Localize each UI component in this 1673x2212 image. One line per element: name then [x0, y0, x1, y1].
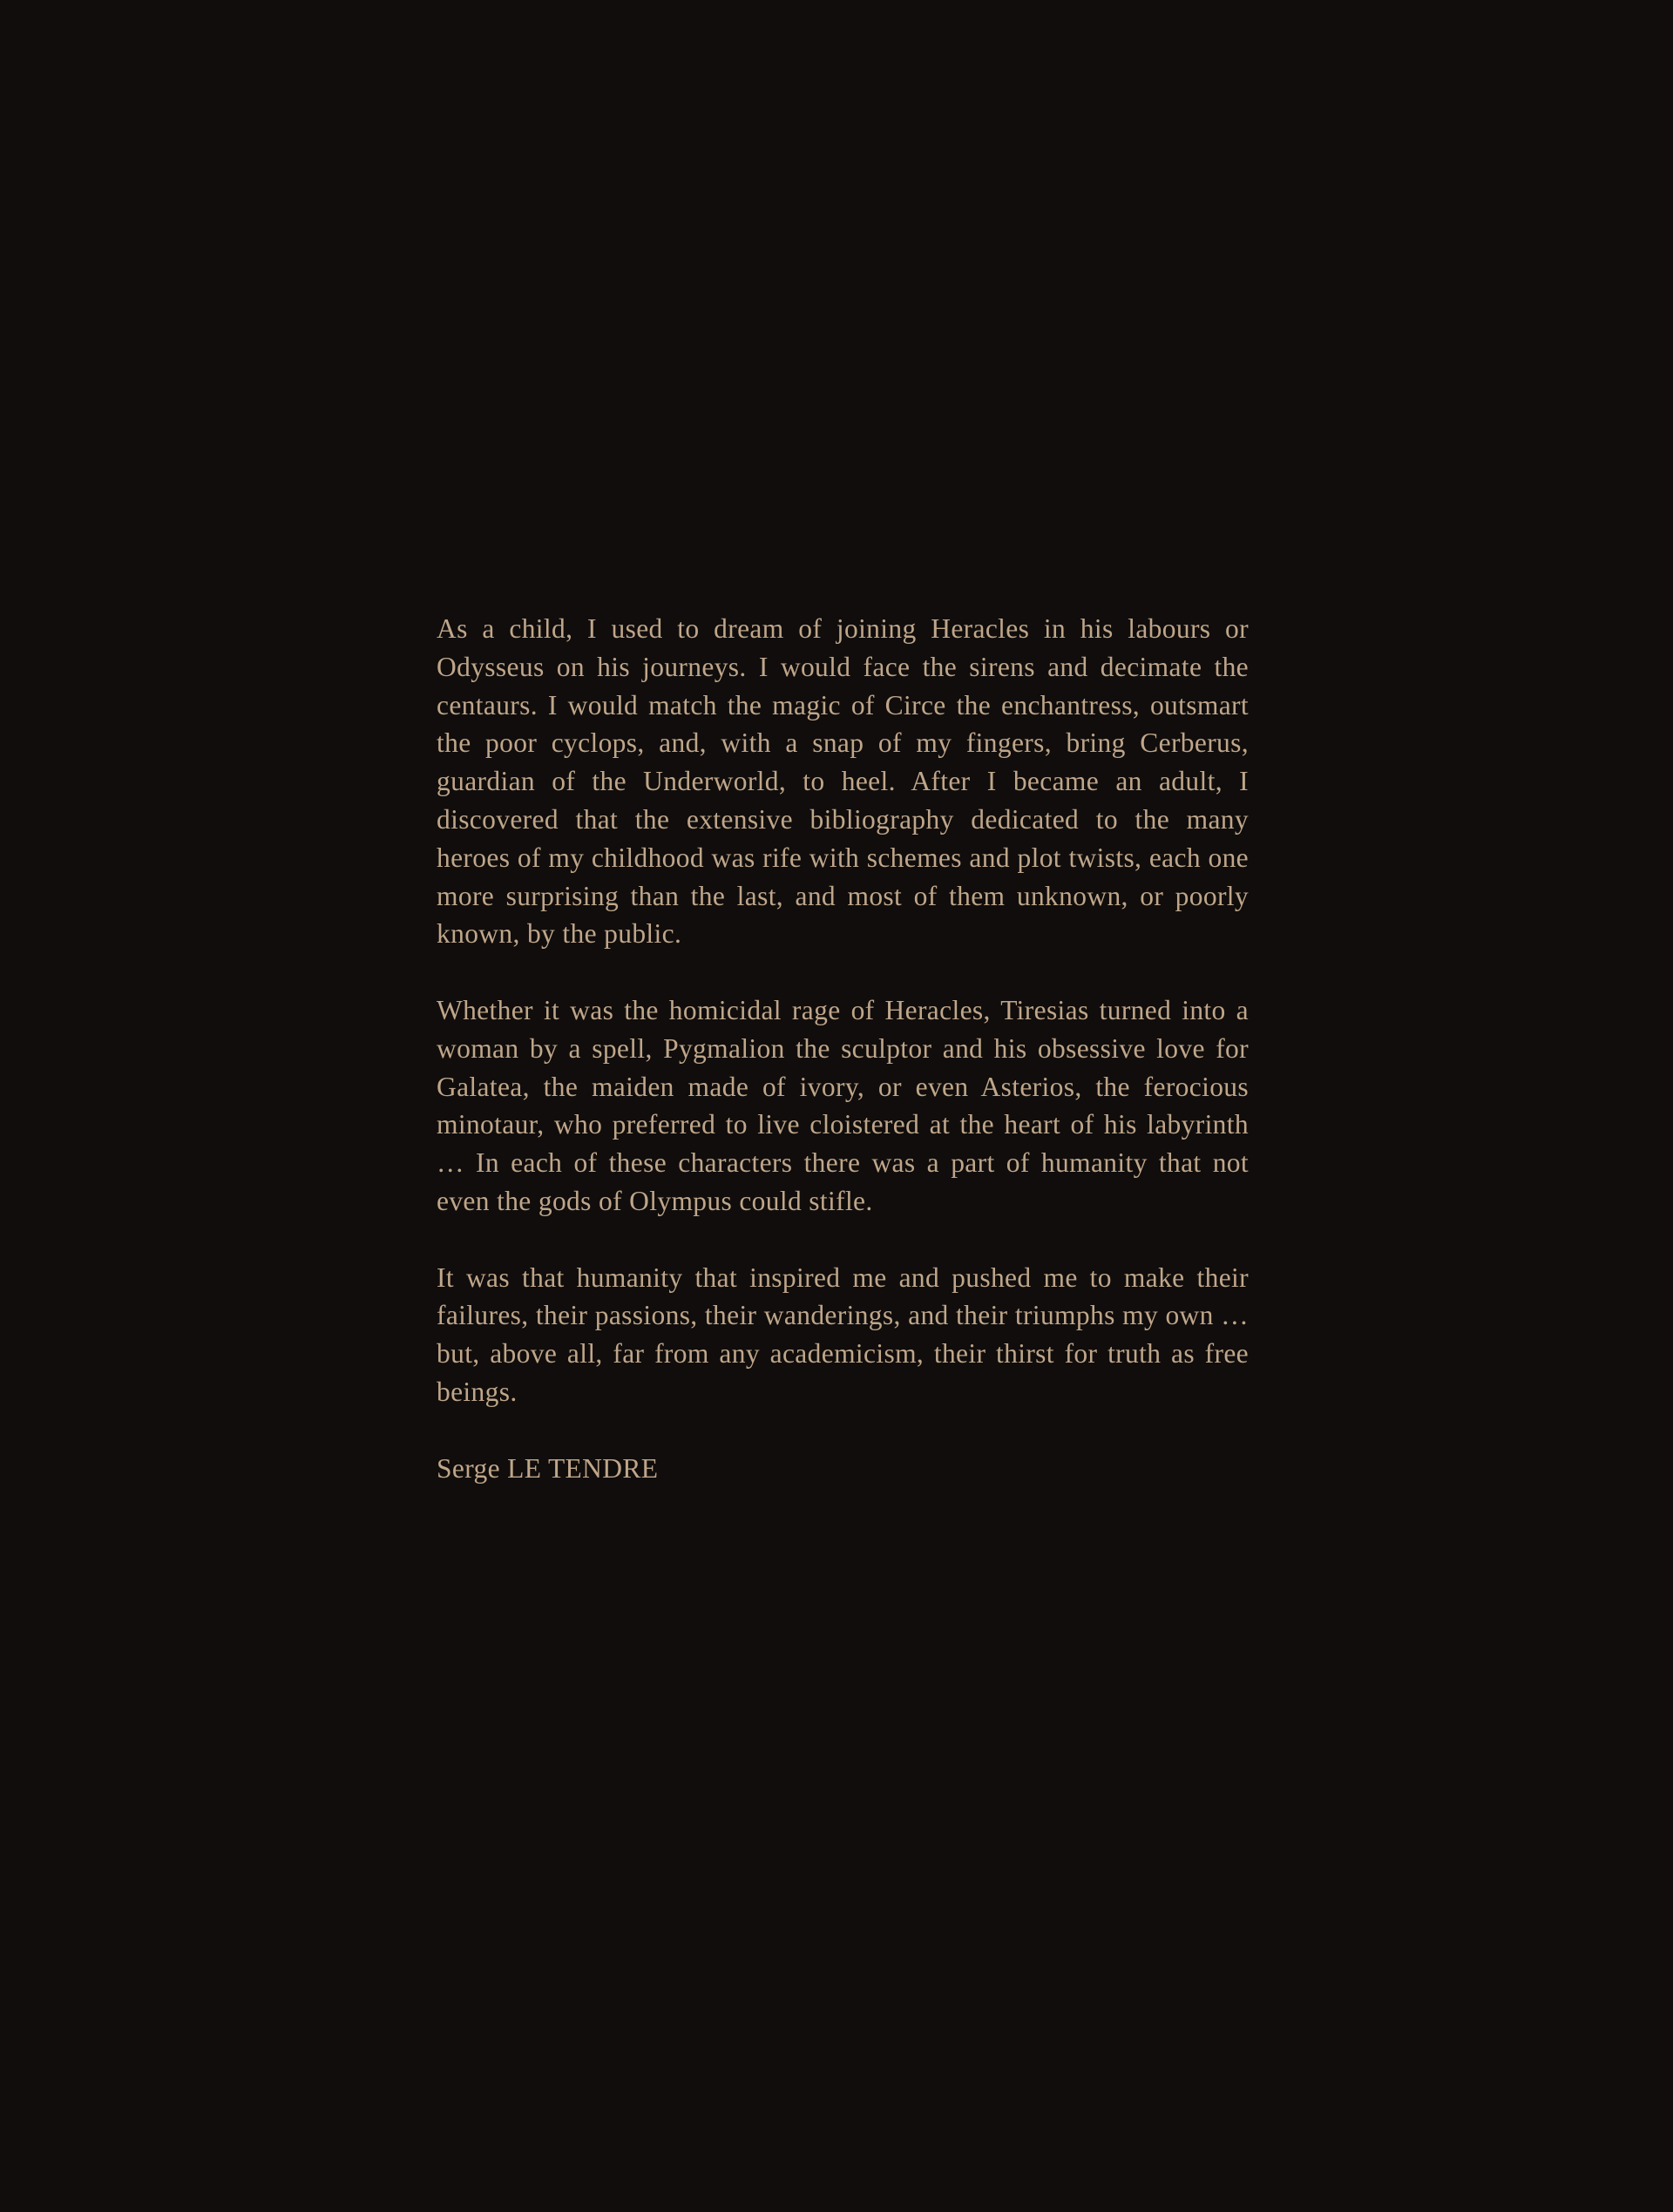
preface-text-block	[437, 610, 1249, 1525]
author-signature: Serge LE TENDRE	[437, 1452, 659, 1484]
paragraph-3: It was that humanity that inspired me and pushed me to make their failures, their passions, their wanderings, and their triumphs my own … but, above all, far from any academicism, their thirst for truth as free beings.	[437, 1262, 1249, 1407]
paragraph-1: As a child, I used to dream of joining Heracles in his labours or Odysseus on his journeys. I would face the sirens and decimate the centaurs. I would match the magic of Circe the enchantress, outsmart the poor cyclops, and, with a snap of my fingers, bring Cerberus, guardian of the Underworld, to heel. After I became an adult, I discovered that the extensive bibliography dedicated to the many heroes of my childhood was rife with schemes and plot twists, each one more surprising than the last, and most of them unknown, or poorly known, by the public.	[437, 613, 1249, 950]
paragraph-2: Whether it was the homicidal rage of Heracles, Tiresias turned into a woman by a spell, Pygmalion the sculptor and his obsessive love for Galatea, the maiden made of ivory, or even Asterios, the ferocious minotaur, who preferred to live cloistered at the heart of his labyrinth … In each of these characters there was a part of humanity that not even the gods of Olympus could stifle.	[437, 994, 1249, 1216]
